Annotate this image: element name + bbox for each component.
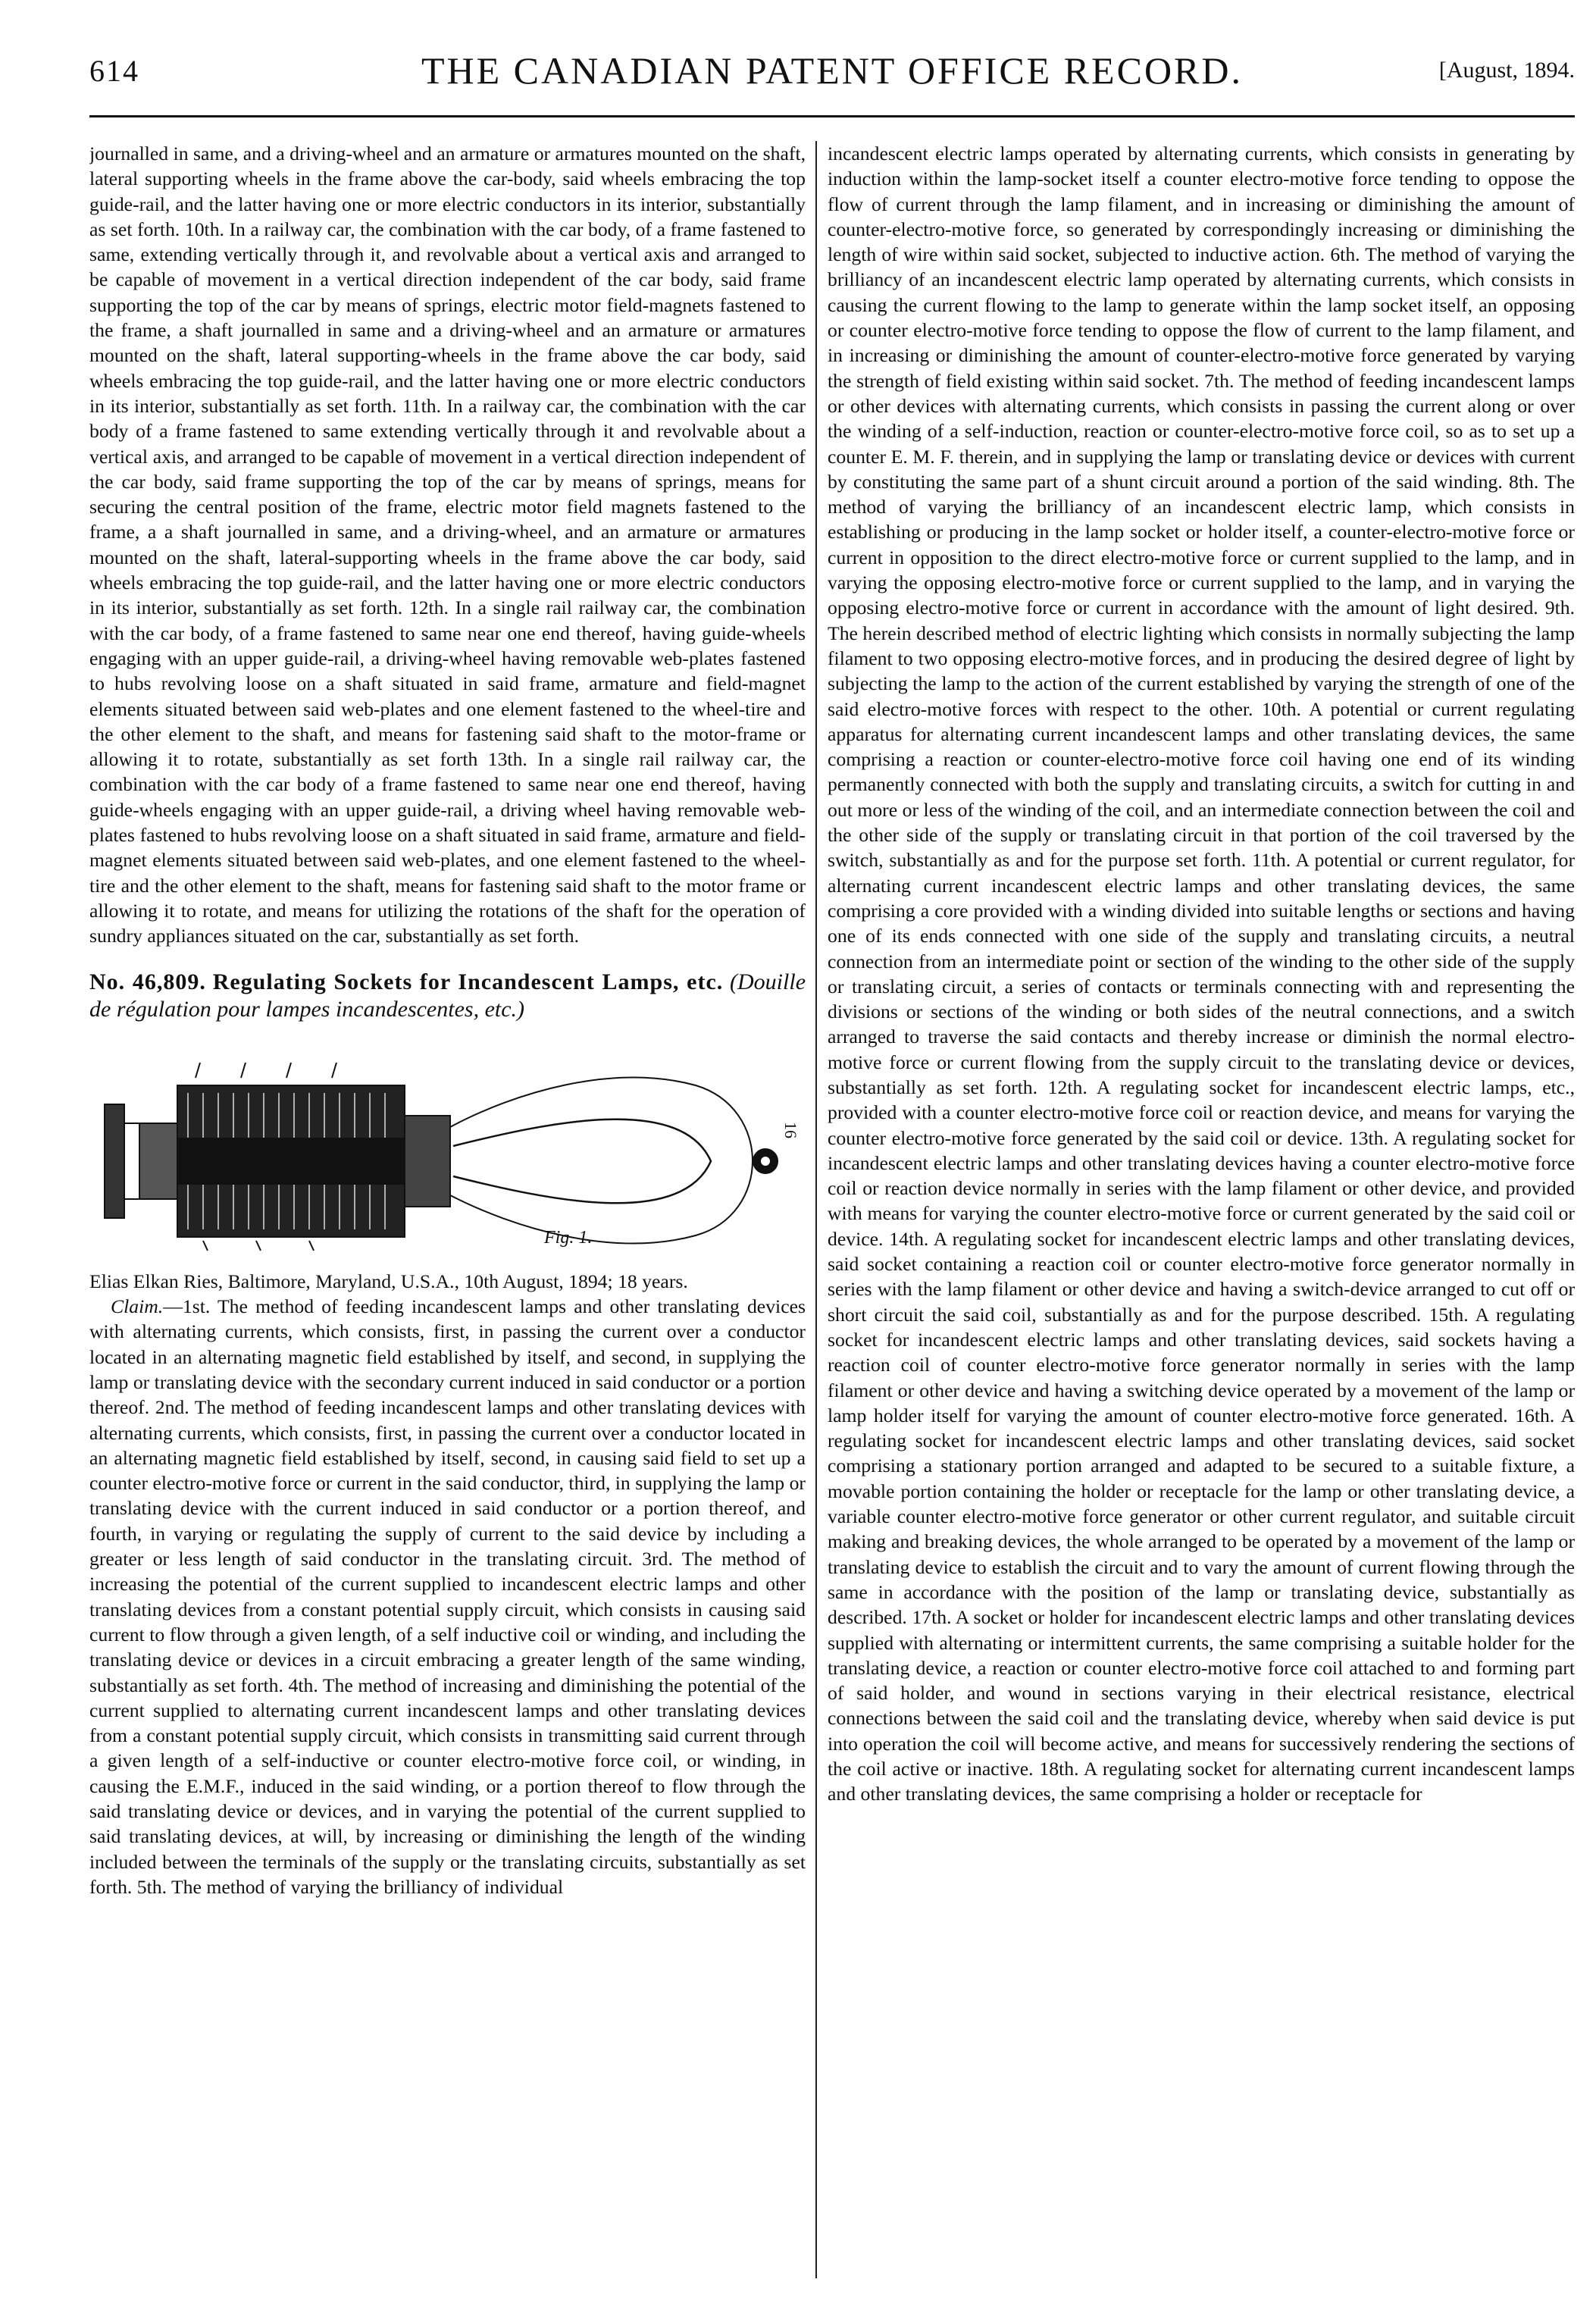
page-header xyxy=(89,49,1575,99)
patent-title-french: (Douille de régulation pour lampes incandescentes, etc.) xyxy=(89,969,806,1022)
patent-title: Regulating Sockets for Incandescent Lamps, etc. xyxy=(212,969,724,994)
figure-label: Fig. 1. xyxy=(544,1227,593,1248)
continued-claims-text: journalled in same, and a driving-wheel and an armature or armatures mounted on the shaft, lateral supporting wheels in the frame above the car-body, said wheels embracing the top guide-rail, and the latter having one or more electric conductors in its interior, substantially as set forth. 10th. In a railway car, the combination with the car body, of a frame fastened to same, extending vertically through it, and revolvable about a vertical axis and arranged to be capable of movement in a vertical direction independent of the car body, said frame supporting the top of the car by means of springs, electric motor field-magnets fastened to the frame, a shaft journalled in same and a driving-wheel and an armature or armatures mounted on the shaft, lateral supporting-wheels in the frame above the car body, said wheels embracing the top guide-rail, and the latter having one or more electric conductors in its interior, substantially as set forth. 11th. In a railway car, the combination with the car body of a frame fastened to same extending vertically through it and revolvable about a vertical axis, and arranged to be capable of movement in a vertical direction independent of the car body, said frame supporting the top of the car by means of springs, means for securing the central position of the frame, electric motor field magnets fastened to the frame, a a shaft journalled in same, and a driving-wheel, and an armature or armatures mounted on the shaft, lateral-supporting wheels in the frame above the car body, said wheels embracing the top guide-rail, and the latter having one or more electric conductors in its interior, substantially as set forth. 12th. In a single rail railway car, the combination with the car body, of a frame fastened to same near one end thereof, having guide-wheels engaging with an upper guide-rail, a driving-wheel having removable web-plates fastened to hubs revolving loose on a shaft situated in said frame, armature and field-magnet elements situated between said web-plates and one element fastened to the wheel-tire and the other element to the shaft, and means for fastening said shaft to the motor-frame or allowing it to rotate, substantially as set forth 13th. In a single rail railway car, the combination with the car body of a frame fastened to same near one end thereof, having guide-wheels engaging with an upper guide-rail, a driving wheel having removable web-plates fastened to hubs revolving loose on a shaft situated in said frame, armature and field-magnet elements situated between said web-plates, and one element fastened to the wheel-tire and the other element to the shaft, means for fastening said shaft to the motor frame or allowing it to rotate, and means for utilizing the rotations of the shaft for the operation of sundry appliances situated on the car, substantially as set forth. xyxy=(89,142,806,947)
claims-paragraph xyxy=(89,1294,806,1899)
issue-date: [August, 1894. xyxy=(1438,58,1575,83)
left-column xyxy=(89,141,806,2278)
figure-ring-label: 16 xyxy=(781,1121,800,1138)
patent-number: No. 46,809. xyxy=(89,969,206,994)
right-column-text: incandescent electric lamps operated by alternating currents, which consists in generating by induction within the lamp-socket itself a counter electro-motive force tending to oppose the flow of current through the lamp filament, and in increasing or diminishing the amount of counter-electro-motive force, so generated by correspondingly increasing or diminishing the length of wire within said socket, subjected to inductive action. 6th. The method of varying the brilliancy of an incandescent electric lamp operated by alternating currents, which consists in causing the current flowing to the lamp to generate within the lamp socket itself, an opposing or counter electro-motive force tending to oppose the flow of current to the lamp filament, and in increasing or diminishing the amount of counter-electro-motive force generated by varying the strength of field existing within said socket. 7th. The method of feeding incandescent lamps or other devices with alternating currents, which consists in passing the current along or over the winding of a self-induction, reaction or counter-electro-motive force coil, so as to set up a counter E. M. F. therein, and in supplying the lamp or translating device or devices with current by constituting the same part of a shunt circuit around a portion of the said winding. 8th. The method of varying the brilliancy of an incandescent electric lamp, which consists in establishing or producing in the lamp socket or holder itself, a counter-electro-motive force or current in opposition to the direct electro-motive force or current supplied to the lamp, and in varying the opposing electro-motive force or current supplied to the lamp, and in varying the opposing electro-motive force or current in accordance with the amount of light desired. 9th. The herein described method of electric lighting which consists in normally subjecting the lamp filament to two opposing electro-motive forces, and in producing the desired degree of light by subjecting the lamp to the action of the current established by varying the strength of one of the said electro-motive forces with respect to the other. 10th. A potential or current regulating apparatus for alternating current incandescent lamps and other translating devices, the same comprising a reaction or counter-electro-motive force coil having one end of its winding permanently connected with both the supply and translating circuits, a switch for cutting in and out more or less of the winding of the coil, and an intermediate connection between the coil and the other side of the supply or translating circuit in that portion of the coil traversed by the switch, substantially as and for the purpose set forth. 11th. A potential or current regulator, for alternating current incandescent electric lamps and other translating devices, the same comprising a core provided with a winding divided into suitable lengths or sections and having one of its ends connected with one side of the supply and translating circuits, a neutral connection from an intermediate point or section of the winding to the other side of the supply or translating circuit, a series of contacts or terminals connecting with and representing the divisions or sections of the winding or both sides of the neutral connections, and a switch arranged to traverse the said contacts and thereby increase or diminish the normal electro-motive force or current flowing from the supply circuit to the translating device or devices, substantially as set forth. 12th. A regulating socket for incandescent electric lamps, etc., provided with a counter electro-motive force coil or reaction device, and means for varying the counter electro-motive force generated by the said coil or device. 13th. A regulating socket for incandescent electric lamps and other translating devices having a counter electro-motive force coil or reaction device normally in series with the lamp filament or other device, and provided with means for varying the counter electro-motive force or current generated by the said coil or device. 14th. A regulating socket for incandescent electric lamps and other translating devices, said socket containing a reaction coil or counter electro-motive force generator normally in series with the lamp filament or other device and having a switch-device arranged to cut off or short circuit the said coil, substantially as and for the purpose described. 15th. A regulating socket for incandescent electric lamps and other translating devices, said sockets having a reaction coil of counter electro-motive force generator normally in series with the lamp filament or other device and having a switching device operated by a movement of the lamp or lamp holder itself for varying the amount of counter electro-motive force generated. 16th. A regulating socket for incandescent electric lamps and other translating devices, said socket comprising a stationary portion arranged and adapted to be secured to a suitable fixture, a movable portion containing the holder or receptacle for the lamp or other translating device, a variable counter electro-motive force generator or other current regulator, and suitable circuit making and breaking devices, the whole arranged to be operated by a movement of the lamp or translating device to establish the circuit and to vary the amount of current flowing through the same in accordance with the position of the lamp or translating device, substantially as described. 17th. A socket or holder for incandescent electric lamps and other translating devices supplied with alternating or intermittent currents, the same comprising a suitable holder for the translating device, a reaction or counter electro-motive force coil attached to and forming part of said holder, and wound in sections varying in their electrical resistance, electrical connections between the said coil and the translating device, whereby when said device is put into operation the coil will become active, and means for successively rendering the sections of the coil active or inactive. 18th. A regulating socket for alternating current incandescent lamps and other translating devices, the same comprising a holder or receptacle for xyxy=(828,142,1575,1805)
column-divider xyxy=(815,141,817,2278)
header-rule xyxy=(89,115,1575,117)
page-number: 614 xyxy=(89,54,139,88)
lamp-socket-figure xyxy=(89,1032,806,1252)
claims-text: —1st. The method of feeding incandescent lamps and other translating devices with alternating currents, which consists, first, in passing the current over a conductor located in an alternating magnetic field established by itself, and second, in supplying the lamp or translating device with the secondary current induced in said conductor or a portion thereof. 2nd. The method of feeding incandescent lamps and other translating devices with alternating currents, which consists, first, in passing the current over a conductor located in an alternating magnetic field established by itself, second, in causing said field to set up a counter electro-motive force or current in the said conductor, third, in supplying the lamp or translating device with the current induced in said conductor or a portion thereof, and fourth, in varying or regulating the supply of current to the said device by including a greater or less length of said conductor in the translating circuit. 3rd. The method of increasing the potential of the current supplied to incandescent electric lamps and other translating devices from a constant potential supply circuit, which consists in causing said current to flow through a given length, of a self inductive coil or winding, and including the translating device or devices in a circuit embracing a greater length of the same winding, substantially as set forth. 4th. The method of increasing and diminishing the potential of the current supplied to alternating current incandescent lamps and other translating devices from a constant potential supply circuit, which consists in transmitting said current through a given length of a self-inductive or counter electro-motive force coil, or winding, in causing the E.M.F., induced in the said winding, or a portion thereof to flow through the said translating device or devices, and in varying the potential of the current supplied to said translating devices, at will, by increasing or diminishing the length of the winding included between the terminals of the supply or the translating circuits, substantially as set forth. 5th. The method of varying the brilliancy of individual xyxy=(89,1295,806,1898)
journal-title: THE CANADIAN PATENT OFFICE RECORD. xyxy=(421,49,1244,92)
right-column xyxy=(828,141,1575,2278)
patent-heading xyxy=(89,969,806,1023)
claims-label: Claim. xyxy=(111,1295,164,1318)
inventor-line: Elias Elkan Ries, Baltimore, Maryland, U.S.A., 10th August, 1894; 18 years. xyxy=(89,1270,688,1292)
